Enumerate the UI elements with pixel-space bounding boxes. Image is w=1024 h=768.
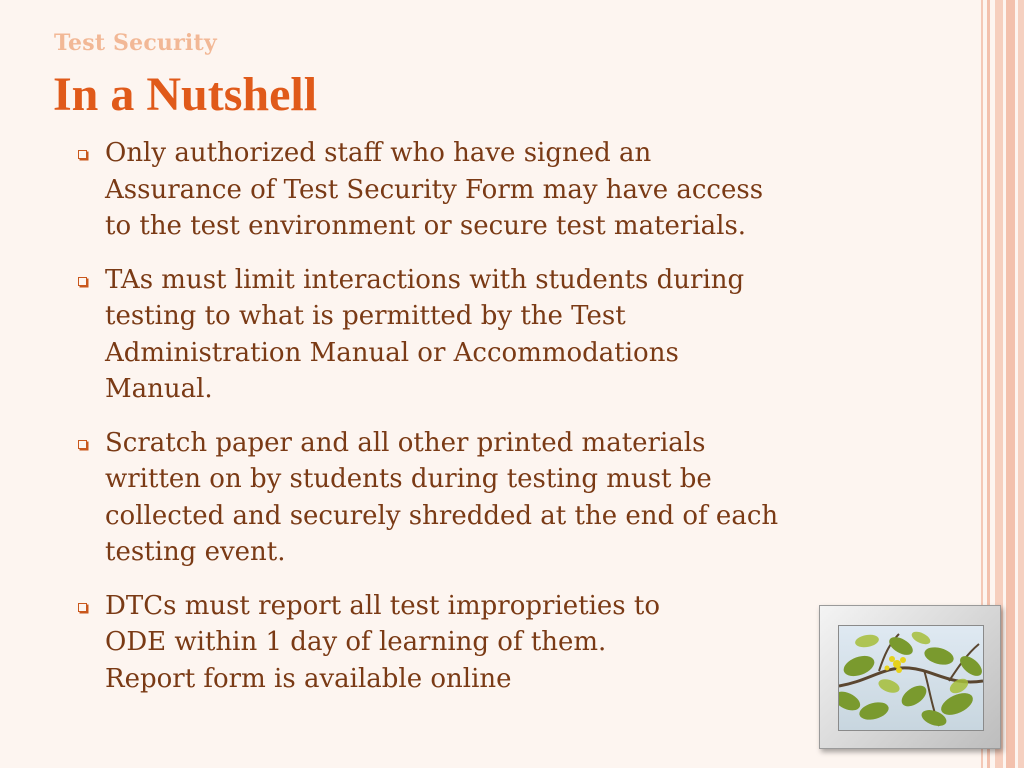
bullet-text: Scratch paper and all other printed materials written on by students during testing must be collected and securely shredded at the end of each testing event.	[105, 427, 779, 567]
leafy-branch-photo	[838, 625, 984, 731]
bullet-list	[76, 135, 916, 714]
stripe	[1015, 0, 1018, 768]
slide-title: In a Nutshell	[53, 68, 318, 121]
bullet-item	[76, 262, 905, 408]
bullet-text: DTCs must report all test improprieties to ODE within 1 day of learning of them. Report form is available online	[105, 590, 661, 694]
bullet-item	[76, 588, 785, 698]
picture-frame	[819, 605, 1001, 749]
square-bullet-icon	[78, 603, 87, 612]
stripe	[1006, 0, 1015, 768]
bullet-item	[76, 425, 920, 571]
stripe	[1003, 0, 1006, 768]
slide-subtitle: Test Security	[54, 30, 217, 56]
leafy-branch-icon	[839, 626, 983, 730]
bullet-text: TAs must limit interactions with students during testing to what is permitted by the Test Administration Manual or Accommodations Manual.	[105, 264, 745, 404]
bullet-item	[76, 135, 905, 245]
square-bullet-icon	[78, 150, 87, 159]
stripe	[1018, 0, 1024, 768]
bullet-text: Only authorized staff who have signed an Assurance of Test Security Form may have access to the test environment or secure test materials.	[105, 138, 764, 241]
square-bullet-icon	[78, 440, 87, 449]
square-bullet-icon	[78, 277, 87, 286]
